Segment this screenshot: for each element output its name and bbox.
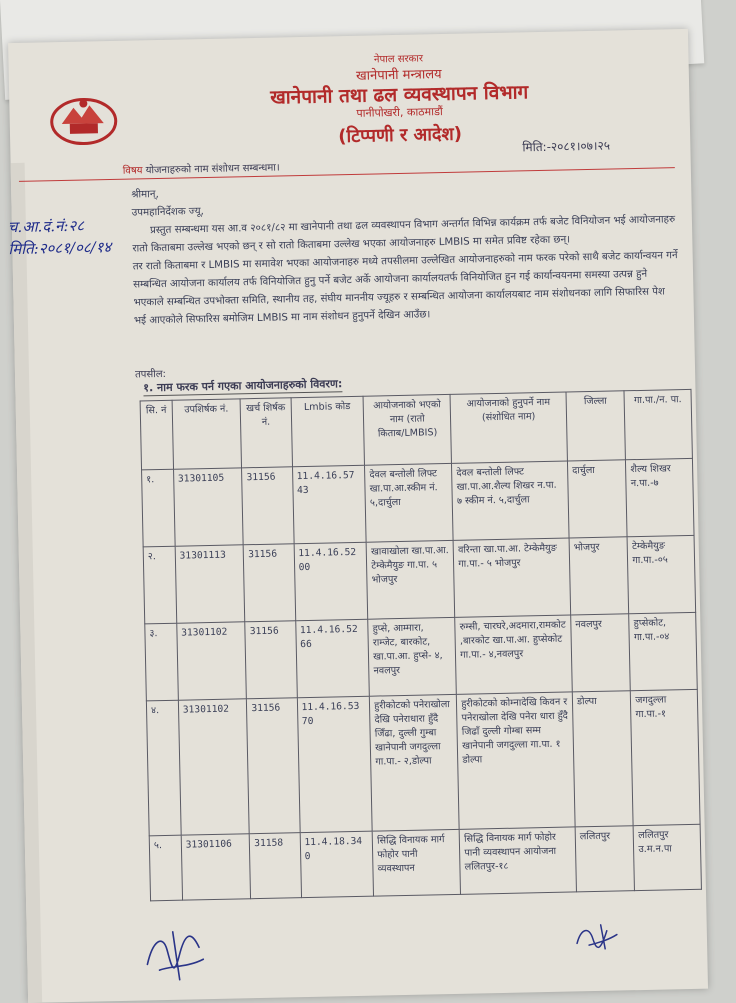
cell-serial: १. — [142, 469, 175, 547]
table-row — [149, 824, 701, 901]
nepal-emblem-icon — [47, 93, 120, 148]
cell-serial: ३. — [145, 623, 178, 701]
handwritten-registration-date: मिति:२०८१/०८/१४ — [8, 238, 112, 259]
cell-serial: २. — [143, 546, 176, 624]
cell-local-level: ललितपुर उ.म.न.पा — [633, 824, 701, 890]
cell-lmbis: 11.4.16.52 00 — [294, 542, 368, 621]
header-current-name: आयोजनाको भएको नाम (रातो किताब/LMBIS) — [363, 394, 451, 465]
cell-subhead: 31301106 — [181, 834, 251, 900]
subject-label: विषय — [122, 165, 143, 177]
table-row — [146, 689, 700, 836]
cell-serial: ४. — [146, 700, 181, 836]
table-title: १. नाम फरक पर्न गएका आयोजनाहरुको विवरण: — [143, 377, 343, 395]
cell-district: भोजपुर — [569, 537, 629, 615]
cell-local-level: जगदुल्ला गा.पा.-१ — [631, 689, 700, 825]
cell-lmbis: 11.4.18.34 0 — [300, 831, 374, 898]
cell-district: डोल्पा — [572, 691, 633, 827]
project-name-table — [140, 389, 702, 901]
salutation: श्रीमान्, — [131, 188, 159, 201]
header-lmbis: Lmbis कोड — [291, 396, 365, 467]
cell-local-level: हुप्सेकोट, गा.पा.-०४ — [629, 612, 697, 690]
table-row — [142, 458, 694, 547]
ministry-name: खानेपानी मन्त्रालय — [355, 67, 442, 84]
cell-subhead: 31301105 — [173, 468, 243, 546]
cell-district: दार्चुला — [567, 460, 627, 538]
memo-date: मिति:-२०८१।०७।२५ — [522, 138, 611, 155]
department-name: खानेपानी तथा ढल व्यवस्थापन विभाग — [269, 81, 529, 109]
cell-proposed-name: रुम्सी, चारघरे,अदमारा,रामकोट ,बारकोट खा.पा.आ. हुप्सेकोट गा.पा.- ४,नवलपुर — [455, 615, 572, 694]
header-local-level: गा.पा./न. पा. — [624, 389, 692, 459]
signature-right — [570, 914, 621, 955]
cell-expense: 31156 — [247, 698, 300, 834]
subject-line — [123, 159, 280, 176]
cell-proposed-name: हुरीकोटको कोम्नादेखि किवन र पनेराखोला देखि पनेरा धारा हुँदै जिढाँ दुल्ली गोम्बा सम्म खानेपानी जगदुल्ला गा.पा. १ डोल्पा — [457, 692, 576, 829]
cell-current-name: खावाखोला खा.पा.आ. टेम्केमैयुङ गा.पा. ५ भोजपुर — [366, 540, 455, 619]
cell-serial: ५. — [149, 835, 182, 901]
cell-proposed-name: देवल बन्तोली लिफ्ट खा.पा.आ.शैल्य शिखर न.पा. ७ स्कीम नं. ५,दार्चुला — [452, 461, 569, 540]
document-type: (टिप्पणी र आदेश) — [338, 123, 463, 148]
addressee: उपमहानिर्देशक ज्यू, — [131, 206, 204, 219]
paragraph-2: तर रातो किताबमा र LMBIS मा समावेश भएका आयोजनाहरु मध्ये तपसीलमा उल्लेखित आयोजनाहरुको नाम फरक परेको साथै बजेट कार्यान्वयन गर्ने सम्बन्धित आयोजना कार्यालय तर्फ विनियोजित हुनु पर्ने बजेट अर्के आयोजना कार्यालयतर्फ विनियोजित हुन गई कार्यान्वयनमा समस्या उत्पन्न हुने भएकाले सम्बन्धित उपभोक्ता समिति, स्थानीय तह, संघीय माननीय ज्यूहरु र सम्बन्धित आयोजना कार्यालयबाट नाम संशोधनका लागि सिफारिस पेश भई आएकोले सिफारिस बमोजिम LMBIS मा नाम संशोधन हुनुपर्ने देखिन आउँछ। — [132, 250, 678, 327]
cell-current-name: सिद्धि विनायक मार्ग फोहोर पानी व्यवस्थापन — [372, 829, 460, 896]
letter-body — [131, 175, 680, 330]
memo-page — [8, 29, 708, 1003]
table-header-row — [140, 389, 692, 470]
cell-subhead: 31301102 — [176, 622, 246, 700]
cell-expense: 31156 — [242, 467, 294, 545]
signature-left — [138, 919, 211, 986]
cell-proposed-name: सिद्धि विनायक मार्ग फोहोर पानी व्यवस्थापन आयोजना ललितपुर-१८ — [459, 827, 576, 894]
cell-current-name: देवल बन्तोली लिफ्ट खा.पा.आ.स्कीम नं. ५,दार्चुला — [365, 463, 454, 542]
cell-proposed-name: वरिन्ता खा.पा.आ. टेम्केमैयुङ गा.पा.- ५ भोजपुर — [453, 538, 570, 617]
cell-current-name: हुरीकोटको पनेराखोला देखि पनेराधारा हुँदै जिँढा, दुल्ली गुम्बा खानेपानी जगदुल्ला गा.पा.- २,डोल्पा — [370, 694, 460, 831]
handwritten-registration-number: च.आ.दं.नं:२८ — [7, 216, 85, 237]
cell-expense: 31156 — [243, 544, 295, 622]
cell-district: नवलपुर — [571, 614, 631, 692]
header-subhead: उपशिर्षक नं. — [172, 399, 242, 469]
header-district: जिल्ला — [566, 391, 626, 461]
header-expense: खर्च शिर्षक नं. — [240, 398, 292, 468]
office-address: पानीपोखरी, काठमाडौं — [356, 105, 443, 120]
cell-subhead: 31301113 — [175, 545, 245, 623]
cell-subhead: 31301102 — [178, 699, 249, 835]
subject-text: योजनाहरुको नाम संशोधन सम्बन्धमा। — [145, 162, 280, 177]
header-serial: सि. नं — [140, 400, 173, 470]
tapasil-label: तपसील: — [134, 368, 167, 381]
government-name: नेपाल सरकार — [373, 53, 424, 66]
cell-expense: 31156 — [245, 621, 297, 699]
header-proposed-name: आयोजनाको हुनुपर्ने नाम (संशोधित नाम) — [450, 392, 567, 463]
table-row — [143, 535, 695, 624]
cell-expense: 31158 — [250, 833, 302, 899]
paragraph-1: प्रस्तुत सम्बन्धमा यस आ.व २०८१/८२ मा खानेपानी तथा ढल व्यवस्थापन विभाग अन्तर्गत विभिन्न कार्यक्रम तर्फ बजेट विनियोजन भई आयोजनाहरु रातो किताबमा उल्लेख भएको छन् र सो रातो किताबमा उल्लेख भएका आयोजनाहरु LMBIS मा समेत प्रविष्ट रहेका छन्। — [132, 214, 676, 255]
cell-local-level: शैल्य शिखर न.पा.-७ — [626, 458, 694, 536]
cell-lmbis: 11.4.16.52 66 — [295, 619, 369, 698]
cell-local-level: टेम्केमैयुङ गा.पा.-०५ — [627, 535, 695, 613]
cell-lmbis: 11.4.16.57 43 — [292, 465, 366, 544]
cell-district: ललितपुर — [575, 826, 635, 892]
paper-edge — [11, 163, 43, 1003]
table-row — [145, 612, 697, 701]
cell-lmbis: 11.4.16.53 70 — [297, 696, 373, 832]
cell-current-name: हुप्से, आम्मारा, राम्जेट, बारकोट, खा.पा.आ. हुप्से- ४, नवलपुर — [368, 617, 457, 696]
